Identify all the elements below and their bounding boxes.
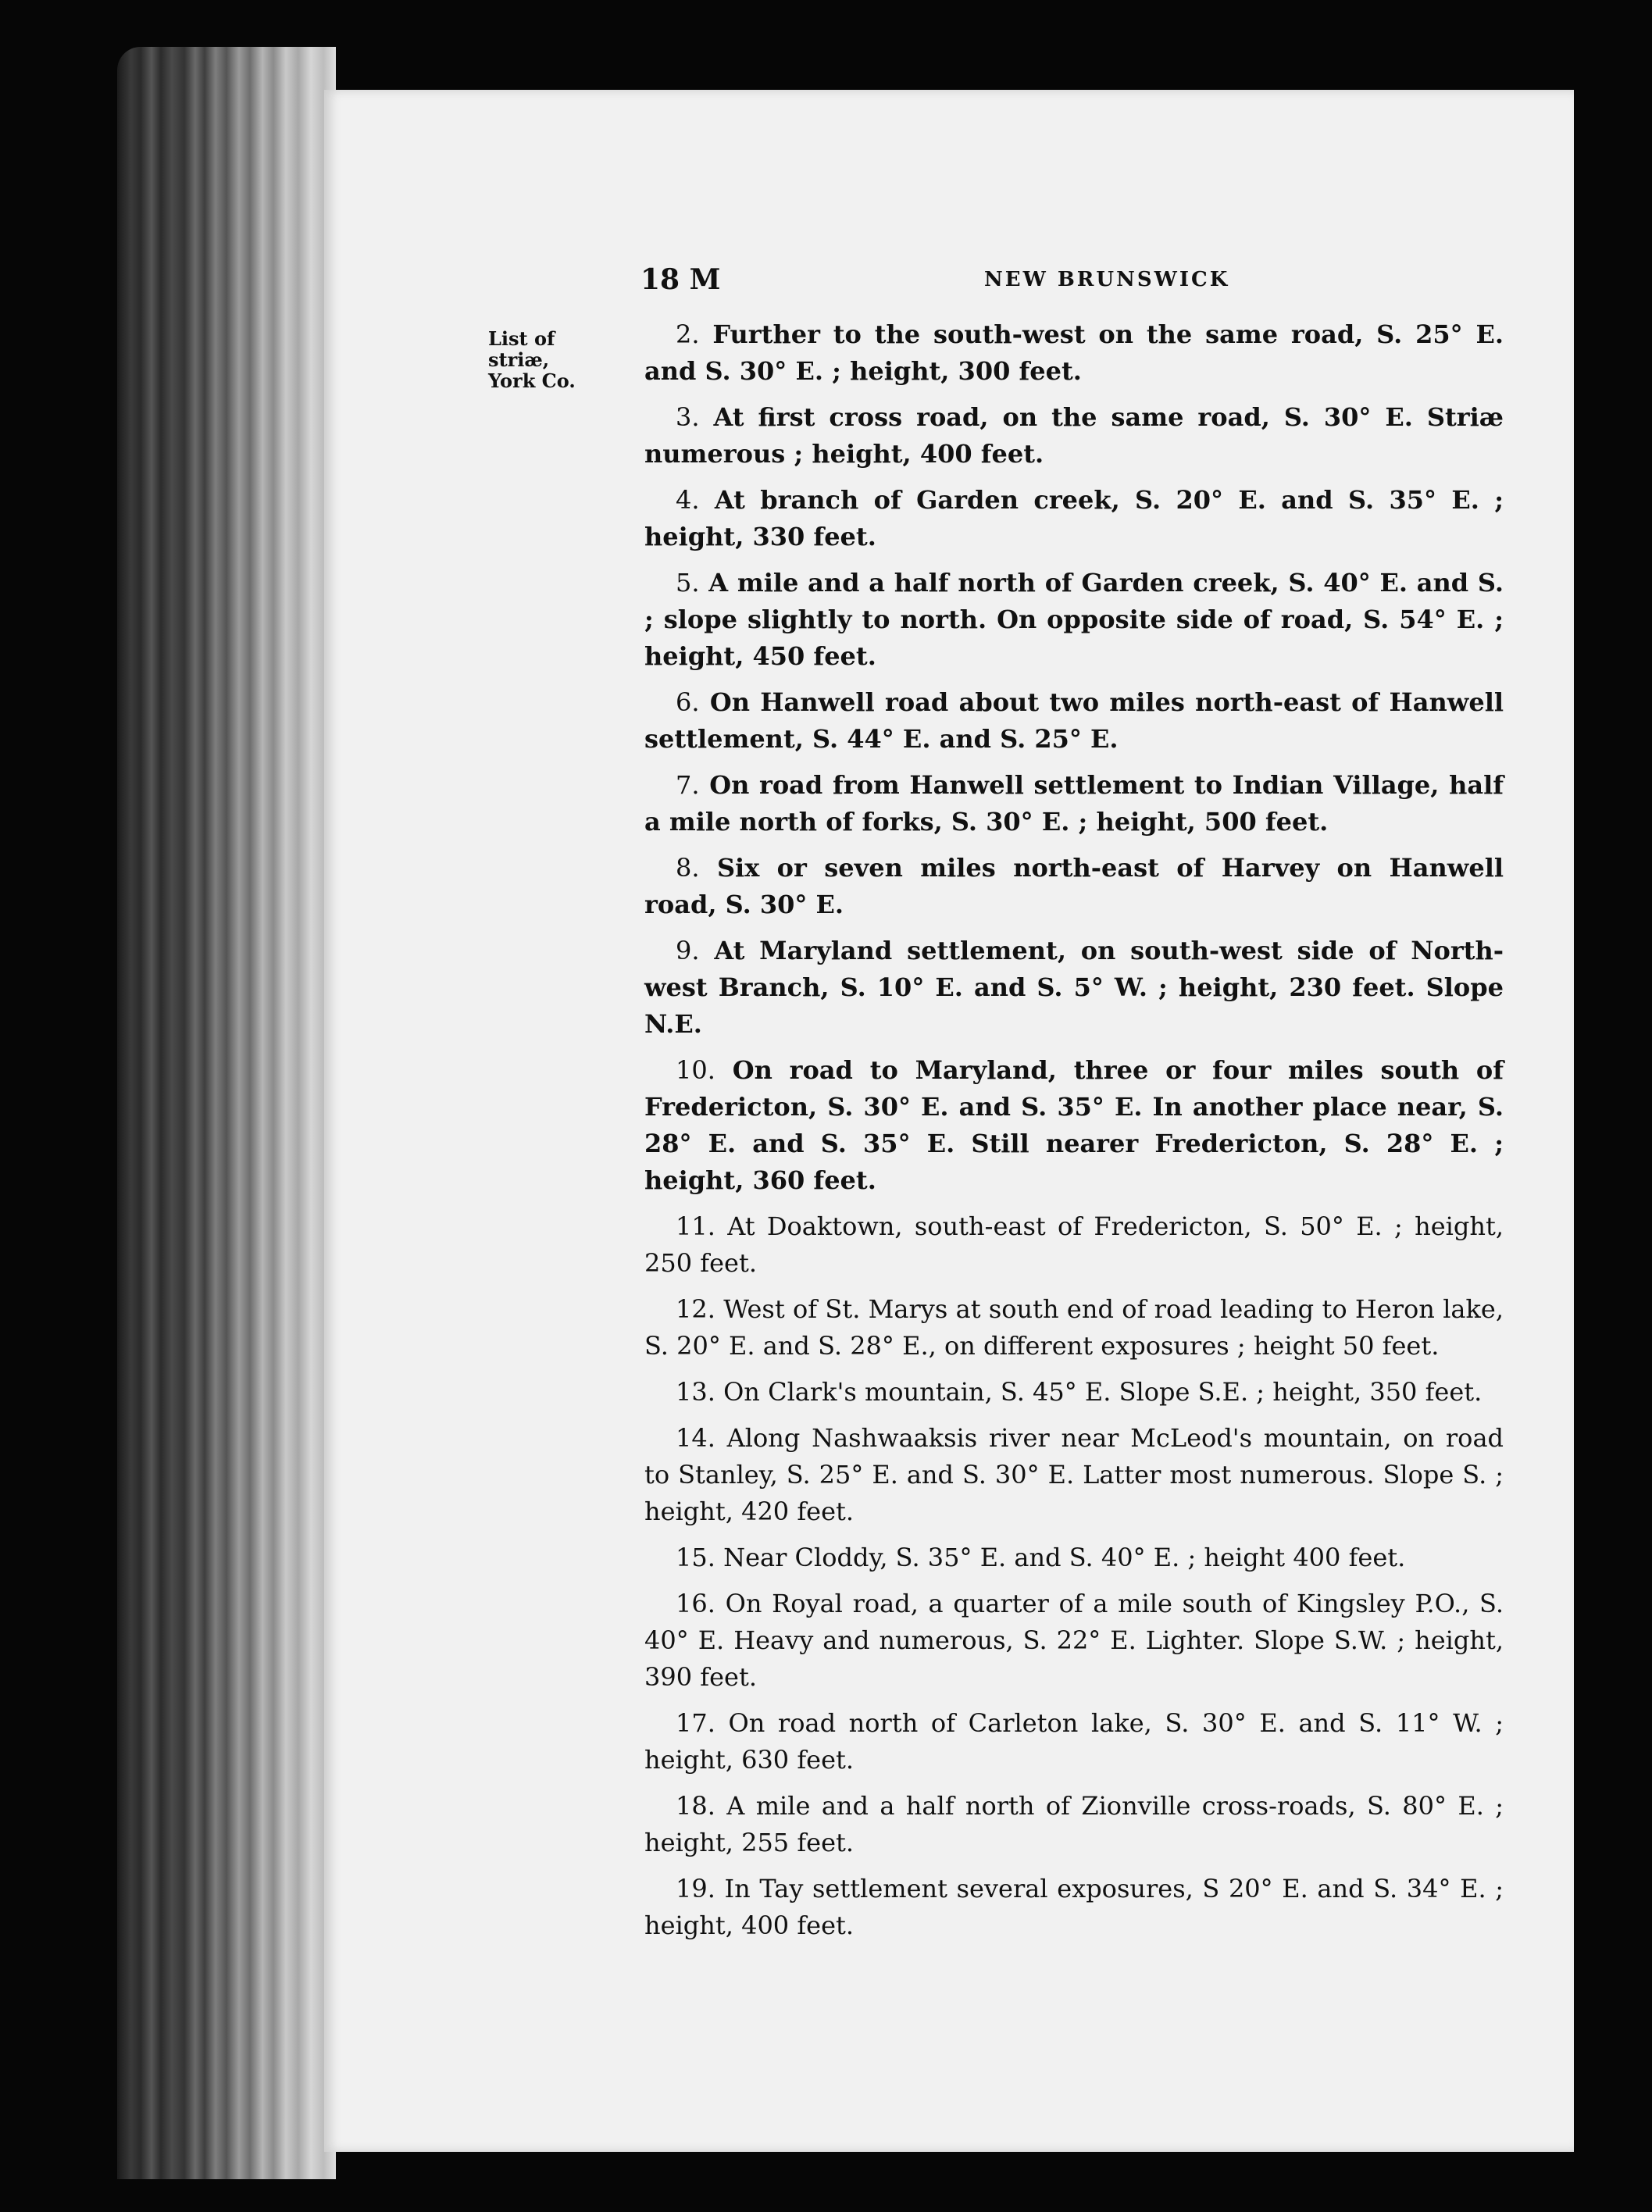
entry-number: 5. bbox=[676, 568, 700, 598]
entry-text: West of St. Marys at south end of road leading to Heron lake, S. 20° E. and S. 28° E., on different exposures ; height 50 feet. bbox=[644, 1294, 1504, 1361]
entry-number: 15. bbox=[676, 1543, 715, 1572]
list-item bbox=[644, 482, 1504, 555]
list-item bbox=[644, 1208, 1504, 1282]
entry-number: 8. bbox=[676, 853, 700, 883]
entry-text: Further to the south-west on the same road, S. 25° E. and S. 30° E. ; height, 300 feet. bbox=[644, 319, 1504, 386]
list-item bbox=[644, 1539, 1504, 1576]
entry-number: 6. bbox=[676, 687, 700, 717]
book-page bbox=[324, 90, 1574, 2152]
entry-number: 18. bbox=[676, 1791, 715, 1821]
entry-text: On road north of Carleton lake, S. 30° E. and S. 11° W. ; height, 630 feet. bbox=[644, 1708, 1504, 1775]
entry-text: On Clark's mountain, S. 45° E. Slope S.E. ; height, 350 feet. bbox=[723, 1377, 1483, 1407]
page-number: 18 M bbox=[640, 263, 721, 296]
entry-number: 2. bbox=[676, 319, 700, 349]
entry-number: 3. bbox=[676, 402, 700, 432]
margin-note-line: York Co. bbox=[488, 369, 576, 392]
entry-text: At first cross road, on the same road, S. 30° E. Striæ numerous ; height, 400 feet. bbox=[644, 402, 1504, 469]
entry-number: 7. bbox=[676, 770, 700, 800]
list-item bbox=[644, 399, 1504, 473]
list-item bbox=[644, 565, 1504, 675]
entry-number: 19. bbox=[676, 1874, 715, 1903]
entry-text: At Doaktown, south-east of Fredericton, S. 50° E. ; height, 250 feet. bbox=[644, 1211, 1504, 1278]
entry-text: On road from Hanwell settlement to Indian Village, half a mile north of forks, S. 30° E. ; height, 500 feet. bbox=[644, 770, 1504, 837]
entry-text: A mile and a half north of Zionville cross-roads, S. 80° E. ; height, 255 feet. bbox=[644, 1791, 1504, 1857]
page-header bbox=[640, 263, 1500, 310]
entry-text: A mile and a half north of Garden creek, S. 40° E. and S. ; slope slightly to north. On opposite side of road, S. 54° E. ; height, 450 feet. bbox=[644, 568, 1504, 671]
entry-number: 16. bbox=[676, 1589, 715, 1618]
entry-number: 9. bbox=[676, 936, 700, 965]
list-item bbox=[644, 1291, 1504, 1365]
entry-text: On Hanwell road about two miles north-east of Hanwell settlement, S. 44° E. and S. 25° E. bbox=[644, 687, 1504, 754]
entry-number: 14. bbox=[676, 1423, 715, 1453]
entry-text: At Maryland settlement, on south-west side of North-west Branch, S. 10° E. and S. 5° W. ; height, 230 feet. Slope N.E. bbox=[644, 936, 1504, 1039]
list-item bbox=[644, 1871, 1504, 1944]
list-item bbox=[644, 1788, 1504, 1861]
list-item bbox=[644, 1705, 1504, 1779]
entry-text: Along Nashwaaksis river near McLeod's mountain, on road to Stanley, S. 25° E. and S. 30° E. Latter most numerous. Slope S. ; height, 420 feet. bbox=[644, 1423, 1504, 1526]
entry-number: 17. bbox=[676, 1708, 715, 1738]
entry-number: 11. bbox=[676, 1211, 715, 1241]
entry-number: 12. bbox=[676, 1294, 715, 1324]
list-item bbox=[644, 1374, 1504, 1411]
entry-text: At branch of Garden creek, S. 20° E. and S. 35° E. ; height, 330 feet. bbox=[644, 485, 1504, 551]
list-item bbox=[644, 767, 1504, 840]
list-item bbox=[644, 684, 1504, 758]
striae-list bbox=[644, 316, 1504, 1953]
list-item bbox=[644, 316, 1504, 390]
entry-number: 13. bbox=[676, 1377, 715, 1407]
entry-number: 4. bbox=[676, 485, 700, 515]
page-content bbox=[324, 90, 1574, 2152]
entry-number: 10. bbox=[676, 1055, 715, 1085]
entry-text: On Royal road, a quarter of a mile south of Kingsley P.O., S. 40° E. Heavy and numerous, S. 22° E. Lighter. Slope S.W. ; height, 390 feet. bbox=[644, 1589, 1504, 1692]
margin-note-line: List of striæ, bbox=[488, 327, 555, 371]
list-item bbox=[644, 850, 1504, 923]
entry-text: Near Cloddy, S. 35° E. and S. 40° E. ; height 400 feet. bbox=[723, 1543, 1406, 1572]
list-item bbox=[644, 933, 1504, 1043]
margin-note bbox=[488, 328, 613, 391]
list-item bbox=[644, 1420, 1504, 1530]
list-item bbox=[644, 1052, 1504, 1199]
entry-text: Six or seven miles north-east of Harvey on Hanwell road, S. 30° E. bbox=[644, 853, 1504, 919]
page-edges-stack bbox=[117, 47, 336, 2179]
list-item bbox=[644, 1586, 1504, 1696]
entry-text: On road to Maryland, three or four miles south of Fredericton, S. 30° E. and S. 35° E. In another place near, S. 28° E. and S. 35° E. Still nearer Fredericton, S. 28° E. ; height, 360 feet. bbox=[644, 1055, 1504, 1195]
entry-text: In Tay settlement several exposures, S 20° E. and S. 34° E. ; height, 400 feet. bbox=[644, 1874, 1504, 1940]
running-head: NEW BRUNSWICK bbox=[984, 268, 1230, 291]
